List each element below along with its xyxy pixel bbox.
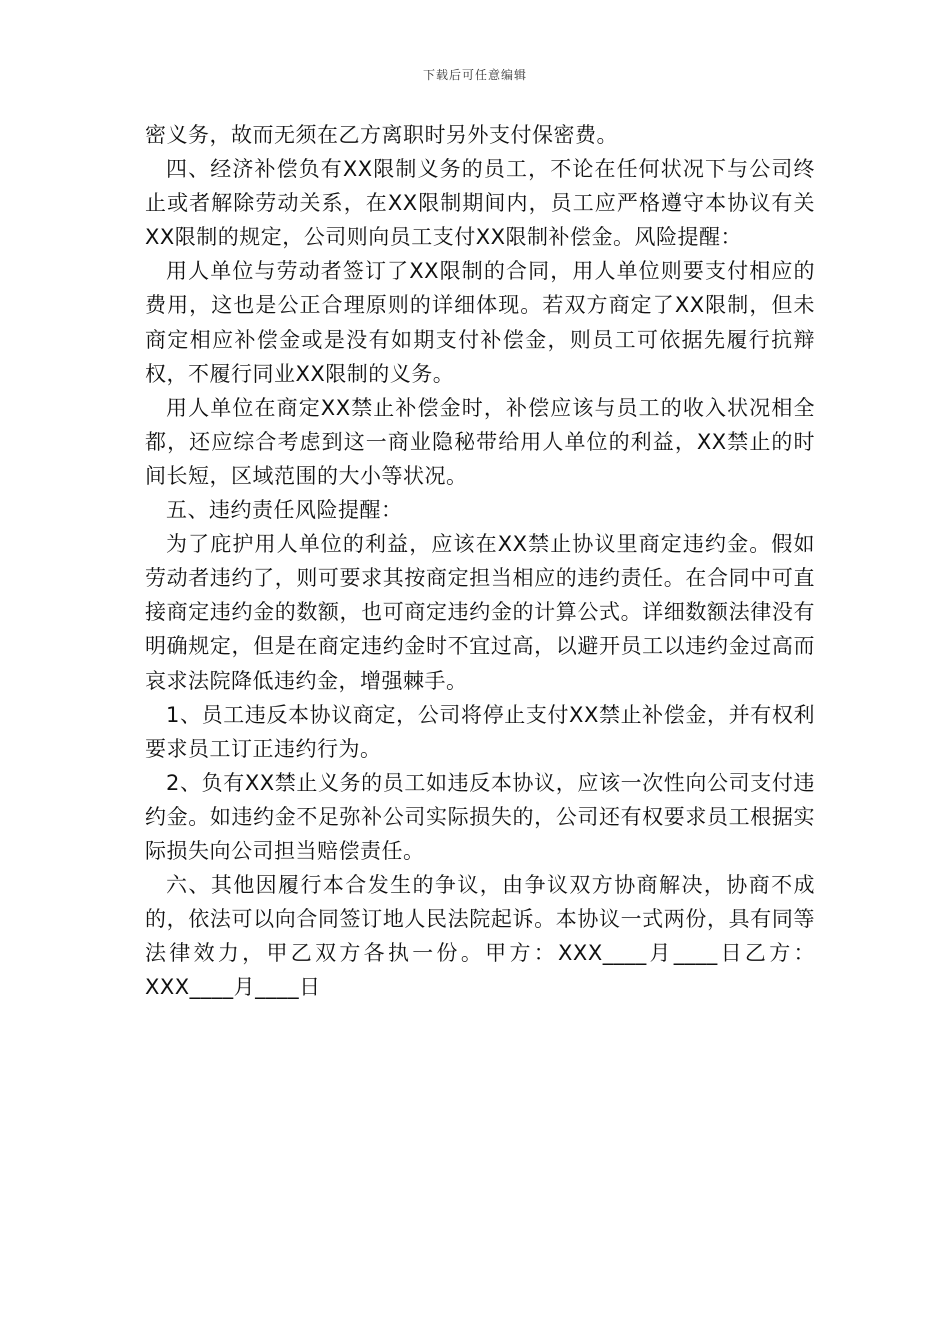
paragraph-clause-1: 1、员工违反本协议商定，公司将停止支付XX禁止补偿金，并有权利要求员工订正违约行为。 <box>145 702 815 761</box>
paragraph-section-four: 四、经济补偿负有XX限制义务的员工，不论在任何状况下与公司终止或者解除劳动关系，在XX限制期间内，员工应严格遵守本协议有关XX限制的规定，公司则向员工支付XX限制补偿金。风险提醒： <box>145 157 815 250</box>
paragraph-continuation: 密义务，故而无须在乙方离职时另外支付保密费。 <box>145 123 618 147</box>
paragraph-penalty-note: 为了庇护用人单位的利益，应该在XX禁止协议里商定违约金。假如劳动者违约了，则可要求其按商定担当相应的违约责任。在合同中可直接商定违约金的数额，也可商定违约金的计算公式。详细数额法律没有明确规定，但是在商定违约金时不宜过高，以避开员工以违约金过高而哀求法院降低违约金，增强棘手。 <box>145 532 815 693</box>
document-body <box>145 118 815 1004</box>
paragraph-section-six: 六、其他因履行本合发生的争议，由争议双方协商解决，协商不成的，依法可以向合同签订地人民法院起诉。本协议一式两份，具有同等法律效力，甲乙双方各执一份。甲方：XXX____月____日乙方：XXX____月____日 <box>145 873 815 1000</box>
paragraph-risk-note-1: 用人单位与劳动者签订了XX限制的合同，用人单位则要支付相应的费用，这也是公正合理原则的详细体现。若双方商定了XX限制，但未商定相应补偿金或是没有如期支付补偿金，则员工可依据先履行抗辩权，不履行同业XX限制的义务。 <box>145 259 815 386</box>
page-header: 下载后可任意编辑 <box>422 68 527 82</box>
paragraph-clause-2: 2、负有XX禁止义务的员工如违反本协议，应该一次性向公司支付违约金。如违约金不足弥补公司实际损失的，公司还有权要求员工根据实际损失向公司担当赔偿责任。 <box>145 770 815 863</box>
paragraph-section-five-heading: 五、违约责任风险提醒： <box>166 498 403 523</box>
paragraph-risk-note-2: 用人单位在商定XX禁止补偿金时，补偿应该与员工的收入状况相全都，还应综合考虑到这一商业隐秘带给用人单位的利益，XX禁止的时间长短，区域范围的大小等状况。 <box>145 395 815 488</box>
